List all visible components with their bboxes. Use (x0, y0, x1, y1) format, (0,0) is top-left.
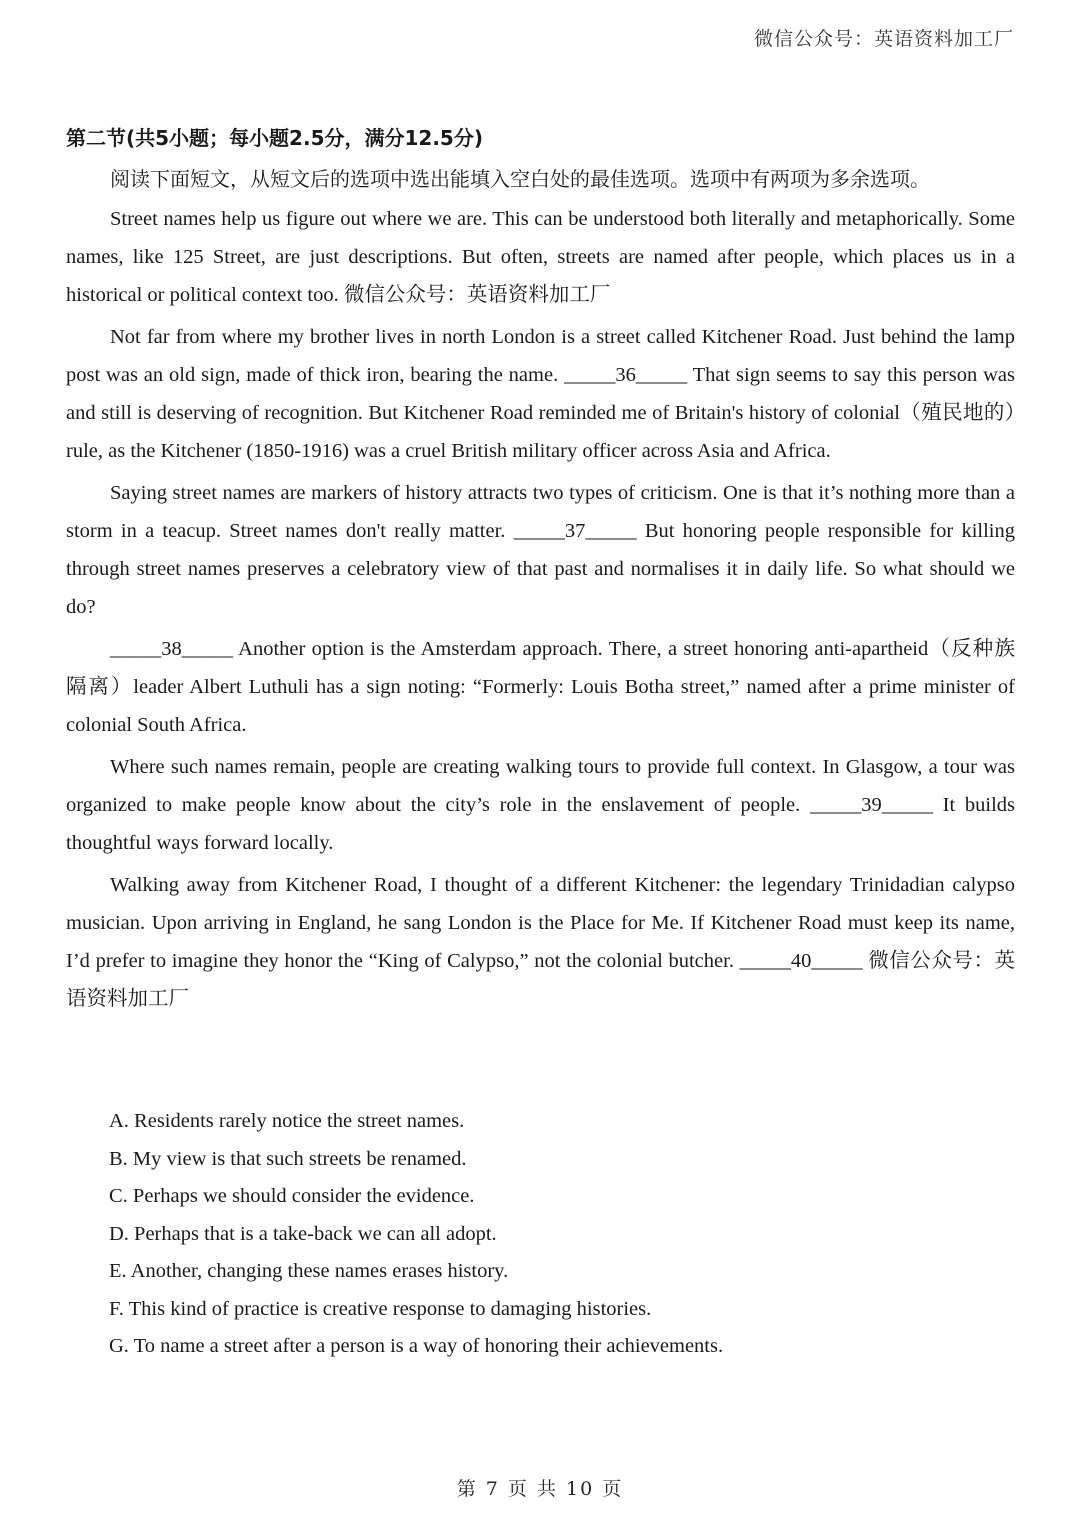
passage-paragraph-4: _____38_____ Another option is the Amsterdam approach. There, a street honoring anti-apartheid（反种族隔离）leader Albert Luthuli has a sign noting: “Formerly: Louis Botha street,” named after a prime minister of colonial South Africa. (66, 638, 1015, 736)
passage-paragraph-1: Street names help us figure out where we are. This can be understood both literally and metaphorically. Some names, like 125 Street, are just descriptions. But often, streets are named after people, which places us in a historical or political context too. 微信公众号：英语资料加工厂 (66, 208, 1015, 306)
option-c: C. Perhaps we should consider the evidence. (109, 1185, 475, 1207)
passage-paragraph-3: Saying street names are markers of history attracts two types of criticism. One is that it’s nothing more than a storm in a teacup. Street names don't really matter. _____37_____ But honoring people responsible for killing through street names preserves a celebratory view of that past and normalises it in daily life. So what should we do? (66, 482, 1015, 618)
option-e: E. Another, changing these names erases history. (109, 1260, 509, 1282)
option-f: F. This kind of practice is creative response to damaging histories. (109, 1297, 652, 1320)
option-a: A. Residents rarely notice the street names. (109, 1110, 465, 1132)
section-instruction: 阅读下面短文，从短文后的选项中选出能填入空白处的最佳选项。选项中有两项为多余选项。 (110, 167, 930, 191)
passage-paragraph-2: Not far from where my brother lives in north London is a street called Kitchener Road. Just behind the lamp post was an old sign, made of thick iron, bearing the name. _____36_____ That sign seems to say this person was and still is deserving of recognition. But Kitchener Road reminded me of Britain's history of colonial（殖民地的）rule, as the Kitchener (1850-1916) was a cruel British military officer across Asia and Africa. (66, 326, 1015, 462)
option-d: D. Perhaps that is a take-back we can all adopt. (109, 1222, 497, 1245)
option-g: G. To name a street after a person is a way of honoring their achievements. (109, 1335, 724, 1357)
answer-options (109, 1103, 1009, 1366)
reading-section (66, 118, 1015, 1022)
header-watermark: 微信公众号：英语资料加工厂 (753, 28, 1014, 50)
section-title: 第二节(共5小题；每小题2.5分，满分12.5分) (66, 126, 483, 150)
passage-paragraph-6: Walking away from Kitchener Road, I thought of a different Kitchener: the legendary Trinidadian calypso musician. Upon arriving in England, he sang London is the Place for Me. If Kitchener Road must keep its name, I’d prefer to imagine they honor the “King of Calypso,” not the colonial butcher. _____40_____ 微信公众号：英语资料加工厂 (66, 874, 1015, 1010)
passage-paragraph-5: Where such names remain, people are creating walking tours to provide full context. In Glasgow, a tour was organized to make people know about the city’s role in the enslavement of people. _____39_____ It builds thoughtful ways forward locally. (66, 756, 1015, 854)
option-b: B. My view is that such streets be renamed. (109, 1147, 467, 1170)
page-number: 第 7 页 共 10 页 (456, 1478, 624, 1500)
